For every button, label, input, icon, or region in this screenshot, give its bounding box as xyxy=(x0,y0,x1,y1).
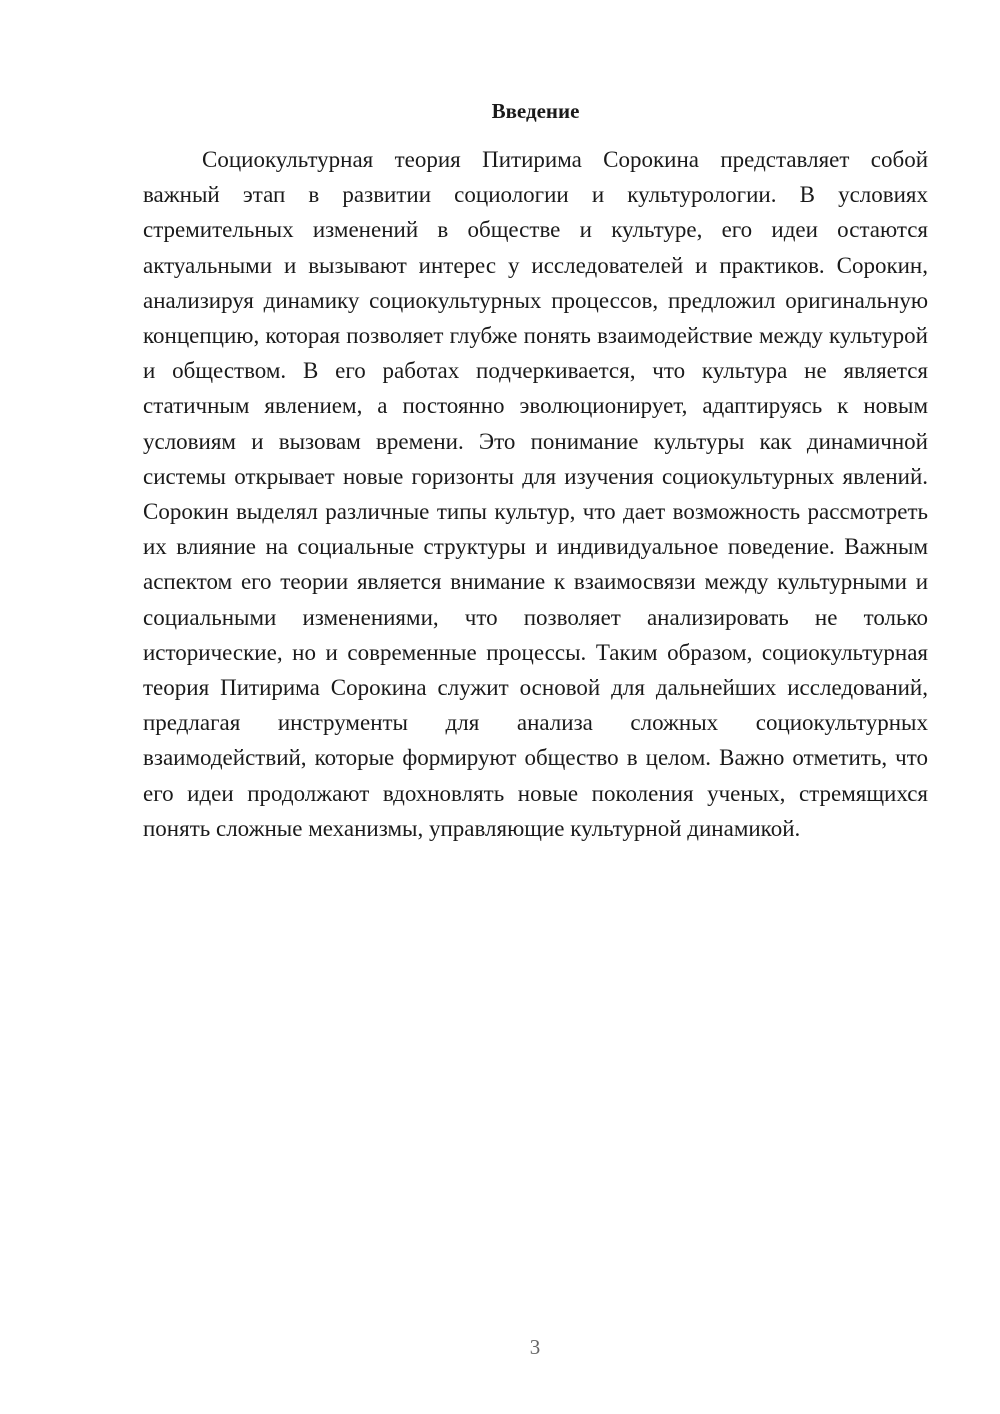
page-number: 3 xyxy=(529,1335,541,1359)
section-heading: Введение xyxy=(491,99,580,123)
body-paragraph: Социокультурная теория Питирима Сорокина представляет собой важный этап в развитии социологии и культурологии. В условиях стремительных изменений в обществе и культуре, его идеи остаются актуальными и вызывают интерес у исследователей и практиков. Сорокин, анализируя динамику социокультурных процессов, предложил оригинальную концепцию, которая позволяет глубже понять взаимодействие между культурой и обществом. В его работах подчеркивается, что культура не является статичным явлением, а постоянно эволюционирует, адаптируясь к новым условиям и вызовам времени. Это понимание культуры как динамичной системы открывает новые горизонты для изучения социокультурных явлений. Сорокин выделял различные типы культур, что дает возможность рассмотреть их влияние на социальные структуры и индивидуальное поведение. Важным аспектом его теории является внимание к взаимосвязи между культурными и социальными изменениями, что позволяет анализировать не только исторические, но и современные процессы. Таким образом, социокультурная теория Питирима Сорокина служит основой для дальнейших исследований, предлагая инструменты для анализа сложных социокультурных взаимодействий, которые формируют общество в целом. Важно отметить, что его идеи продолжают вдохновлять новые поколения ученых, стремящихся понять сложные механизмы, управляющие культурной динамикой. xyxy=(143,147,928,841)
